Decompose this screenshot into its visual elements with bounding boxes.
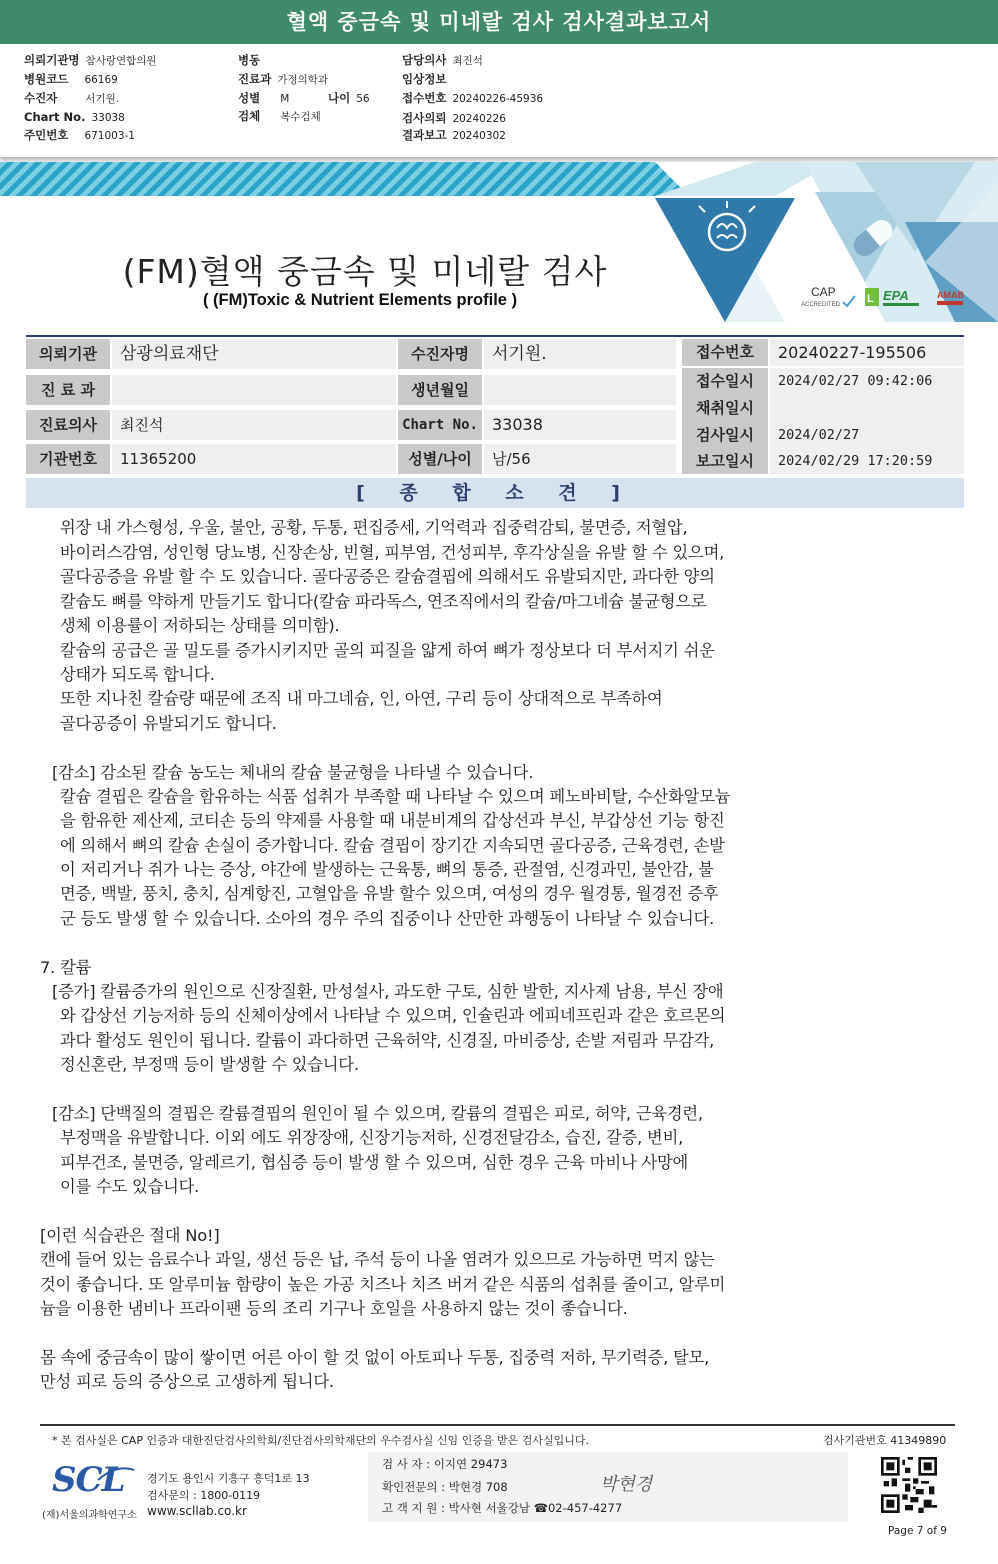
- body-line: 면증, 백발, 풍치, 충치, 심계항진, 고혈압을 유발 할수 있으며, 여성의 경우 월경통, 월경전 증후: [60, 884, 719, 903]
- specialist: 확인전문의 : 박현경 708: [382, 1480, 508, 1494]
- svg-text:CAP: CAP: [811, 285, 836, 299]
- lab-inquiry-phone: 검사문의 : 1800-0119: [147, 1489, 261, 1502]
- specialist-signature: 박현경: [600, 1474, 653, 1495]
- body-line: 과다 활성도 원인이 됩니다. 칼륨이 과다하면 근육허약, 신경질, 마비증상, 손발 저림과 무감각,: [60, 1031, 715, 1050]
- value-received-at: 2024/02/27 09:42:06: [770, 368, 964, 395]
- value-accession-number: 20240227-195506: [770, 339, 964, 366]
- header-field: Chart No. 33038: [24, 110, 125, 124]
- header-field: 나이 56: [328, 91, 370, 105]
- banner-graphic: [655, 162, 998, 322]
- svg-text:ACCREDITED: ACCREDITED: [801, 302, 841, 308]
- header-field: 병원코드 66169: [24, 72, 118, 86]
- lm-logo: [865, 288, 879, 306]
- body-line: 군 등도 발생 할 수 있습니다. 소아의 경우 주의 집중이나 산만한 과행동이 나타날 수 있습니다.: [60, 909, 715, 928]
- value-physician: 최진석: [112, 410, 396, 440]
- body-line: 에 의해서 뼈의 칼슘 손실이 증가합니다. 칼슘 결핍이 장기간 지속되면 골다공증, 근육경련, 손발: [60, 836, 725, 855]
- value-department: [112, 375, 396, 405]
- footer-divider: [40, 1424, 955, 1426]
- label-department: 진 료 과: [26, 375, 110, 405]
- lab-number: 검사기관번호 41349890: [823, 1434, 947, 1447]
- patient-info-table: [26, 335, 964, 473]
- body-line: 부정맥을 유발합니다. 이외 에도 위장장애, 신장기능저하, 신경전달감소, 습진, 갈증, 변비,: [60, 1128, 684, 1147]
- label-chart-no: Chart No.: [398, 410, 482, 440]
- body-line: 와 갑상선 기능저하 등의 신체이상에서 나타날 수 있으며, 인슐린과 에피네프린과 같은 호르몬의: [60, 1006, 726, 1025]
- body-line: [증가] 칼륨증가의 원인으로 신장질환, 만성설사, 과도한 구토, 심한 발한, 지사제 남용, 부신 장애: [52, 982, 724, 1001]
- header-field: 임상정보: [402, 72, 447, 86]
- label-reported-at: 보고일시: [682, 449, 768, 474]
- page-number: Page 7 of 9: [888, 1525, 947, 1537]
- label-institution-number: 기관번호: [26, 444, 110, 474]
- scl-logo: SCL: [52, 1460, 125, 1500]
- body-line: 바이러스감염, 성인형 당뇨병, 신장손상, 빈혈, 피부염, 건성피부, 후각상실을 유발 할 수 있으며,: [60, 543, 725, 562]
- label-collected-at: 채취일시: [682, 395, 768, 422]
- body-line: [감소] 단백질의 결핍은 칼륨결핍의 원인이 될 수 있으며, 칼륨의 결핍은 피로, 허약, 근육경련,: [52, 1104, 703, 1123]
- inspector: 검 사 자 : 이지연 29473: [382, 1457, 508, 1471]
- svg-text:AMAB: AMAB: [937, 290, 964, 300]
- value-reported-at: 2024/02/29 17:20:59: [770, 449, 964, 474]
- value-institution-number: 11365200: [112, 444, 396, 474]
- header-field: 담당의사 최진석: [402, 53, 483, 67]
- body-line: 골다공증을 유발 할 수 도 있습니다. 골다공증은 칼슘결핍에 의해서도 유발되지만, 과다한 양의: [60, 567, 715, 586]
- body-line: 몸 속에 중금속이 많이 쌓이면 어른 아이 할 것 없이 아토피나 두통, 집중력 저하, 무기력증, 탈모,: [40, 1348, 710, 1367]
- page-bottom-margin: [0, 1546, 998, 1564]
- header-field: 병동: [238, 53, 261, 67]
- value-chart-no: 33038: [484, 410, 676, 440]
- body-line: [감소] 감소된 칼슘 농도는 체내의 칼슘 불균형을 나타낼 수 있습니다.: [52, 763, 534, 782]
- body-line: 이를 수도 있습니다.: [60, 1177, 200, 1196]
- value-patient-name: 서기원.: [484, 339, 676, 369]
- label-birthdate: 생년월일: [398, 375, 482, 405]
- amab-logo: [937, 290, 964, 305]
- body-line: 늄을 이용한 냄비나 프라이팬 등의 조리 기구나 호일을 사용하지 않는 것이 좋습니다.: [40, 1299, 628, 1318]
- header-field: 검체 복수검체: [238, 109, 321, 123]
- body-line: 이 저리거나 쥐가 나는 증상, 야간에 발생하는 근육통, 뼈의 통증, 관절염, 신경과민, 불안감, 불: [60, 860, 714, 879]
- scl-logo-swoosh: [96, 1464, 136, 1484]
- customer-support: 고 객 지 원 : 박사현 서울강남 ☎02-457-4277: [382, 1501, 623, 1515]
- institute-name: (재)서울의과학연구소: [42, 1510, 137, 1521]
- report-title: (FM)혈액 중금속 및 미네랄 검사: [122, 252, 608, 291]
- body-line: 7. 칼륨: [40, 958, 92, 977]
- lab-website[interactable]: www.scllab.co.kr: [147, 1504, 247, 1518]
- summary-heading: [ 종 합 소 견 ]: [26, 478, 964, 508]
- report-header-title: 혈액 중금속 및 미네랄 검사 검사결과보고서: [0, 0, 998, 44]
- report-subtitle: ( (FM)Toxic & Nutrient Elements profile ): [202, 291, 518, 309]
- value-collected-at: [770, 395, 964, 422]
- header-field: 접수번호 20240226-45936: [402, 91, 544, 105]
- label-sex-age: 성별/나이: [398, 444, 482, 474]
- label-accession-number: 접수번호: [682, 339, 768, 366]
- body-line: 골다공증이 유발되기도 합니다.: [60, 714, 277, 733]
- label-received-at: 접수일시: [682, 368, 768, 395]
- value-tested-at: 2024/02/27: [770, 422, 964, 449]
- qr-code: [881, 1457, 937, 1513]
- header-field: 성별 M: [238, 91, 290, 105]
- header-field: 주민번호 671003-1: [24, 128, 135, 142]
- header-field: 결과보고 20240302: [402, 128, 506, 142]
- body-line: 위장 내 가스형성, 우울, 불안, 공황, 두통, 편집증세, 기억력과 집중력감퇴, 불면증, 저혈압,: [60, 518, 688, 537]
- header-field: 진료과 가정의학과: [238, 72, 329, 86]
- body-line: 정신혼란, 부정맥 등이 발생할 수 있습니다.: [60, 1055, 359, 1074]
- lab-address: 경기도 용인시 기흥구 흥덕1로 13: [147, 1472, 310, 1485]
- header-field: 수진자 서기원.: [24, 91, 120, 105]
- value-sex-age: 남/56: [484, 444, 676, 474]
- certification-notice: * 본 검사실은 CAP 인증과 대한진단검사의학회/진단검사의학재단의 우수검사실 신임 인증을 받은 검사실입니다.: [52, 1434, 590, 1447]
- label-tested-at: 검사일시: [682, 422, 768, 449]
- body-line: 칼슘도 뼈를 약하게 만들기도 합니다(칼슘 파라독스, 연조직에서의 칼슘/마그네슘 불균형으로: [60, 592, 707, 611]
- header-field: 검사의뢰 20240226: [402, 111, 506, 125]
- body-line: 또한 지나친 칼슘량 때문에 조직 내 마그네슘, 인, 아연, 구리 등이 상대적으로 부족하여: [60, 689, 663, 708]
- label-patient-name: 수진자명: [398, 339, 482, 369]
- body-line: 칼슘의 공급은 골 밀도를 증가시키지만 골의 피질을 얇게 하여 뼈가 정상보다 더 부서지기 쉬운: [60, 641, 715, 660]
- report-header-info: [0, 44, 998, 158]
- body-line: 캔에 들어 있는 음료수나 과일, 생선 등은 납, 주석 등이 나올 염려가 있으므로 가능하면 먹지 않는: [40, 1250, 715, 1269]
- label-physician: 진료의사: [26, 410, 110, 440]
- body-line: 피부건조, 불면증, 알레르기, 협심증 등이 발생 할 수 있으며, 심한 경우 근육 마비나 사망에: [60, 1153, 689, 1172]
- value-birthdate: [484, 375, 676, 405]
- body-line: 만성 피로 등의 증상으로 고생하게 됩니다.: [40, 1372, 334, 1391]
- value-requesting-institution: 삼광의료재단: [112, 339, 396, 369]
- body-line: 생체 이용률이 저하되는 상태를 의미함).: [60, 616, 340, 635]
- body-line: 을 함유한 제산제, 코티손 등의 약제를 사용할 때 내분비계의 갑상선과 부신, 부갑상선 기능 항진: [60, 811, 725, 830]
- body-line: [이런 식습관은 절대 No!]: [40, 1226, 220, 1245]
- body-line: 상태가 되도록 합니다.: [60, 665, 215, 684]
- header-field: 의뢰기관명 참사랑연합의원: [24, 53, 157, 67]
- svg-text:L: L: [867, 293, 874, 305]
- body-line: 것이 좋습니다. 또 알루미늄 함량이 높은 가공 치즈나 치즈 버거 같은 식품의 섭취를 줄이고, 알루미: [40, 1275, 726, 1294]
- svg-text:EPA: EPA: [883, 288, 909, 303]
- body-line: 칼슘 결핍은 칼슘을 함유하는 식품 섭취가 부족할 때 나타날 수 있으며 페노바비탈, 수산화알모늄: [60, 787, 731, 806]
- label-requesting-institution: 의뢰기관: [26, 339, 110, 369]
